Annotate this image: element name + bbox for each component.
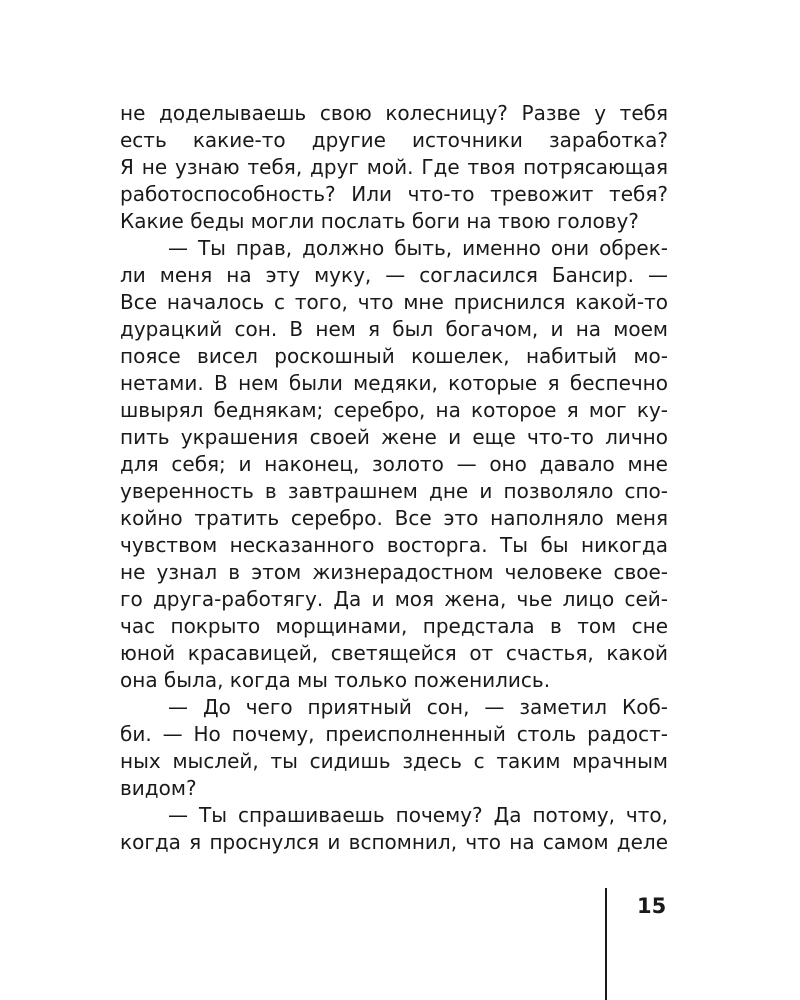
text-line: пить украшения своей жене и еще что-то лично	[120, 425, 668, 449]
text-line: час покрыто морщинами, предстала в том сне	[120, 614, 668, 638]
text-line: видом?	[120, 776, 197, 800]
text-line: — Ты спрашиваешь почему? Да потому, что,	[168, 803, 668, 827]
text-line: работоспособность? Или что-то тревожит тебя?	[120, 182, 668, 206]
text-line: ли меня на эту муку, — согласился Бансир. —	[120, 263, 668, 287]
text-line: — Ты прав, должно быть, именно они обрек-	[168, 236, 668, 260]
text-line: есть какие-то другие источники заработка?	[120, 128, 668, 152]
text-line: нетами. В нем были медяки, которые я беспечно	[120, 371, 668, 395]
text-line: дурацкий сон. В нем я был богачом, и на моем	[120, 317, 668, 341]
text-line: би. — Но почему, преисполненный столь радост-	[120, 722, 668, 746]
text-line: ных мыслей, ты сидишь здесь с таким мрачным	[120, 749, 668, 773]
text-line: она была, когда мы только поженились.	[120, 668, 551, 692]
text-line: го друга-работягу. Да и моя жена, чье лицо сей-	[120, 587, 668, 611]
text-line: Какие беды могли послать боги на твою голову?	[120, 209, 639, 233]
text-line: швырял беднякам; серебро, на которое я мог ку-	[120, 398, 668, 422]
text-line: Все началось с того, что мне приснился какой-то	[120, 290, 668, 314]
text-line: когда я проснулся и вспомнил, что на самом деле	[120, 830, 668, 854]
text-line: койно тратить серебро. Все это наполняло меня	[120, 506, 668, 530]
text-line: поясе висел роскошный кошелек, набитый мо-	[120, 344, 668, 368]
page-number: 15	[637, 894, 667, 918]
body-text	[120, 100, 668, 856]
text-line: уверенность в завтрашнем дне и позволяло спо-	[120, 479, 668, 503]
text-line: для себя; и наконец, золото — оно давало мне	[120, 452, 668, 476]
text-line: не узнал в этом жизнерадостном человеке свое-	[120, 560, 668, 584]
text-line: юной красавицей, светящейся от счастья, какой	[120, 641, 668, 665]
text-line: — До чего приятный сон, — заметил Коб-	[168, 695, 668, 719]
text-line: не доделываешь свою колесницу? Разве у тебя	[120, 101, 668, 125]
page-number-divider	[605, 888, 607, 1000]
text-line: чувством несказанного восторга. Ты бы никогда	[120, 533, 668, 557]
text-line: Я не узнаю тебя, друг мой. Где твоя потрясающая	[120, 155, 668, 179]
